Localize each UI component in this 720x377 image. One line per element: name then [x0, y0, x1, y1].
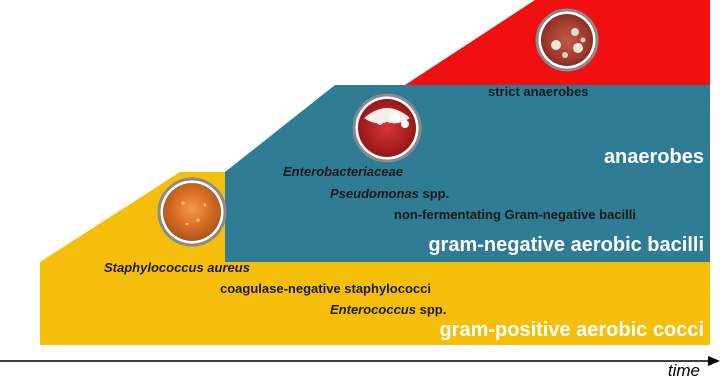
category-gram-positive: gram-positive aerobic cocci — [439, 319, 704, 341]
organism-enterococcus-genus: Enterococcus — [330, 302, 416, 317]
organism-strict-anaerobes: strict anaerobes — [488, 84, 589, 99]
organism-nonfermenting-bacilli: non-fermentating Gram-negative bacilli — [394, 207, 636, 222]
organism-pseudomonas-genus: Pseudomonas — [330, 186, 419, 201]
organism-pseudomonas-suffix: spp. — [418, 186, 450, 201]
petri-dish-orange-icon — [159, 179, 225, 245]
category-anaerobes: anaerobes — [603, 146, 704, 168]
time-axis-label: time — [667, 361, 700, 377]
category-gram-negative: gram-negative aerobic bacilli — [428, 234, 704, 256]
organism-staphylococcus-aureus: Staphylococcus aureus — [104, 260, 250, 275]
organism-enterobacteriaceae: Enterobacteriaceae — [283, 164, 403, 179]
organism-enterococcus-suffix: spp. — [415, 302, 447, 317]
petri-dish-red-white-icon — [354, 95, 420, 161]
organism-coagulase-negative-staph: coagulase-negative staphylococci — [220, 281, 431, 296]
petri-dish-red-colonies-icon — [537, 10, 597, 70]
organism-enterococcus — [330, 302, 446, 317]
time-axis-arrowhead — [708, 356, 720, 366]
organism-pseudomonas — [330, 186, 449, 201]
